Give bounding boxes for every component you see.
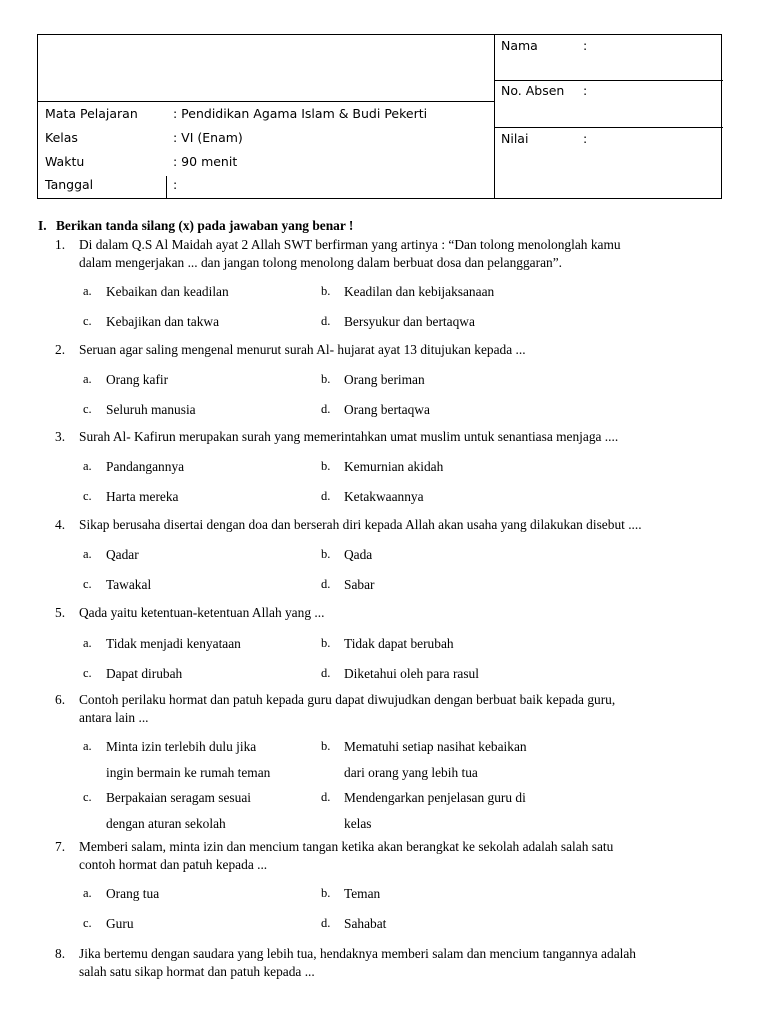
- question-6-option-b-letter[interactable]: b.: [321, 739, 331, 753]
- question-5-number: 5.: [55, 605, 66, 620]
- question-1-text-line-1: Di dalam Q.S Al Maidah ayat 2 Allah SWT berfirman yang artinya : “Dan tolong menolonglah kamu: [79, 237, 621, 252]
- question-1-option-b-text[interactable]: Keadilan dan kebijaksanaan: [344, 284, 495, 299]
- section-number: I.: [38, 218, 47, 233]
- question-3-text-line-1: Surah Al- Kafirun merupakan surah yang memerintahkan umat muslim untuk senantiasa menjaga ....: [79, 429, 619, 444]
- question-6-text-line-1: Contoh perilaku hormat dan patuh kepada guru dapat diwujudkan dengan berbuat baik kepada guru,: [79, 692, 616, 707]
- question-3-option-d-text[interactable]: Ketakwaannya: [344, 489, 424, 504]
- field-label-mapel: Mata Pelajaran: [45, 106, 138, 121]
- question-1-option-a-text[interactable]: Kebaikan dan keadilan: [106, 284, 229, 299]
- field-value-tanggal: :: [173, 177, 178, 192]
- question-6-option-c-letter[interactable]: c.: [83, 790, 92, 804]
- question-5-option-a-letter[interactable]: a.: [83, 636, 92, 650]
- field-label-tanggal: Tanggal: [45, 177, 94, 192]
- question-4-option-b-text[interactable]: Qada: [344, 547, 373, 562]
- question-1-option-b-letter[interactable]: b.: [321, 284, 331, 298]
- question-5-option-b-letter[interactable]: b.: [321, 636, 331, 650]
- question-6-option-b-text[interactable]: dari orang yang lebih tua: [344, 765, 478, 780]
- question-4-option-b-letter[interactable]: b.: [321, 547, 331, 561]
- question-5-option-c-text[interactable]: Dapat dirubah: [106, 666, 183, 681]
- question-6-option-a-text[interactable]: Minta izin terlebih dulu jika: [106, 739, 257, 754]
- nilai-label: Nilai: [501, 131, 529, 146]
- nama-label: Nama: [501, 38, 538, 53]
- question-3-option-a-letter[interactable]: a.: [83, 459, 92, 473]
- question-3-option-b-text[interactable]: Kemurnian akidah: [344, 459, 444, 474]
- field-label-waktu: Waktu: [45, 154, 85, 169]
- question-3-option-a-text[interactable]: Pandangannya: [106, 459, 185, 474]
- question-1-text-line-2: dalam mengerjakan ... dan jangan tolong menolong dalam berbuat dosa dan pelanggaran”.: [79, 255, 563, 270]
- question-7-option-c-text[interactable]: Guru: [106, 916, 134, 931]
- question-3-option-c-text[interactable]: Harta mereka: [106, 489, 179, 504]
- section-instruction: Berikan tanda silang (x) pada jawaban yang benar !: [56, 218, 354, 233]
- question-4-option-c-letter[interactable]: c.: [83, 577, 92, 591]
- question-7-option-a-text[interactable]: Orang tua: [106, 886, 160, 901]
- field-value-waktu: : 90 menit: [173, 154, 238, 169]
- question-4-option-c-text[interactable]: Tawakal: [106, 577, 152, 592]
- question-4-number: 4.: [55, 517, 66, 532]
- question-1-option-a-letter[interactable]: a.: [83, 284, 92, 298]
- question-2-number: 2.: [55, 342, 66, 357]
- question-6-text-line-2: antara lain ...: [79, 710, 149, 725]
- question-2-option-c-letter[interactable]: c.: [83, 402, 92, 416]
- question-4-text-line-1: Sikap berusaha disertai dengan doa dan berserah diri kepada Allah akan usaha yang dilakukan disebut ....: [79, 517, 642, 532]
- question-7-option-b-letter[interactable]: b.: [321, 886, 331, 900]
- question-7-text-line-1: Memberi salam, minta izin dan mencium tangan ketika akan berangkat ke sekolah adalah salah satu: [79, 839, 614, 854]
- question-5-option-d-text[interactable]: Diketahui oleh para rasul: [344, 666, 479, 681]
- question-3-option-c-letter[interactable]: c.: [83, 489, 92, 503]
- question-1-option-d-text[interactable]: Bersyukur dan bertaqwa: [344, 314, 475, 329]
- question-2-option-d-text[interactable]: Orang bertaqwa: [344, 402, 430, 417]
- field-label-kelas: Kelas: [45, 130, 78, 145]
- question-8-text-line-1: Jika bertemu dengan saudara yang lebih tua, hendaknya memberi salam dan mencium tangannya adalah: [79, 946, 636, 961]
- question-2-option-b-text[interactable]: Orang beriman: [344, 372, 425, 387]
- nilai-colon: :: [583, 131, 588, 146]
- question-3-option-d-letter[interactable]: d.: [321, 489, 331, 503]
- question-4-option-d-text[interactable]: Sabar: [344, 577, 375, 592]
- question-5-option-a-text[interactable]: Tidak menjadi kenyataan: [106, 636, 241, 651]
- question-6-option-d-letter[interactable]: d.: [321, 790, 331, 804]
- question-5-option-c-letter[interactable]: c.: [83, 666, 92, 680]
- question-3-option-b-letter[interactable]: b.: [321, 459, 331, 473]
- question-5-option-b-text[interactable]: Tidak dapat berubah: [344, 636, 454, 651]
- question-3-number: 3.: [55, 429, 66, 444]
- question-4-option-a-letter[interactable]: a.: [83, 547, 92, 561]
- question-1-number: 1.: [55, 237, 66, 252]
- question-6-option-c-text[interactable]: dengan aturan sekolah: [106, 816, 226, 831]
- question-5-text-line-1: Qada yaitu ketentuan-ketentuan Allah yang ...: [79, 605, 325, 620]
- question-6-option-c-text[interactable]: Berpakaian seragam sesuai: [106, 790, 252, 805]
- question-7-number: 7.: [55, 839, 66, 854]
- question-1-option-d-letter[interactable]: d.: [321, 314, 331, 328]
- question-7-option-c-letter[interactable]: c.: [83, 916, 92, 930]
- question-2-option-b-letter[interactable]: b.: [321, 372, 331, 386]
- question-2-option-c-text[interactable]: Seluruh manusia: [106, 402, 196, 417]
- question-5-option-d-letter[interactable]: d.: [321, 666, 331, 680]
- question-1-option-c-letter[interactable]: c.: [83, 314, 92, 328]
- question-4-option-a-text[interactable]: Qadar: [106, 547, 139, 562]
- question-1-option-c-text[interactable]: Kebajikan dan takwa: [106, 314, 220, 329]
- question-6-option-b-text[interactable]: Mematuhi setiap nasihat kebaikan: [344, 739, 527, 754]
- question-4-option-d-letter[interactable]: d.: [321, 577, 331, 591]
- question-6-option-d-text[interactable]: Mendengarkan penjelasan guru di: [344, 790, 526, 805]
- question-2-text-line-1: Seruan agar saling mengenal menurut surah Al- hujarat ayat 13 ditujukan kepada ...: [79, 342, 526, 357]
- question-6-number: 6.: [55, 692, 66, 707]
- question-7-option-d-text[interactable]: Sahabat: [344, 916, 387, 931]
- field-value-kelas: : VI (Enam): [173, 130, 243, 145]
- question-8-number: 8.: [55, 946, 66, 961]
- question-7-text-line-2: contoh hormat dan patuh kepada ...: [79, 857, 268, 872]
- question-7-option-a-letter[interactable]: a.: [83, 886, 92, 900]
- nama-colon: :: [583, 38, 588, 53]
- question-8-text-line-2: salah satu sikap hormat dan patuh kepada ...: [79, 964, 315, 979]
- question-6-option-a-letter[interactable]: a.: [83, 739, 92, 753]
- question-7-option-b-text[interactable]: Teman: [344, 886, 381, 901]
- field-value-mapel: : Pendidikan Agama Islam & Budi Pekerti: [173, 106, 428, 121]
- question-6-option-d-text[interactable]: kelas: [344, 816, 372, 831]
- absen-colon: :: [583, 83, 588, 98]
- question-2-option-d-letter[interactable]: d.: [321, 402, 331, 416]
- question-7-option-d-letter[interactable]: d.: [321, 916, 331, 930]
- question-6-option-a-text[interactable]: ingin bermain ke rumah teman: [106, 765, 271, 780]
- absen-label: No. Absen: [501, 83, 565, 98]
- question-2-option-a-letter[interactable]: a.: [83, 372, 92, 386]
- question-2-option-a-text[interactable]: Orang kafir: [106, 372, 169, 387]
